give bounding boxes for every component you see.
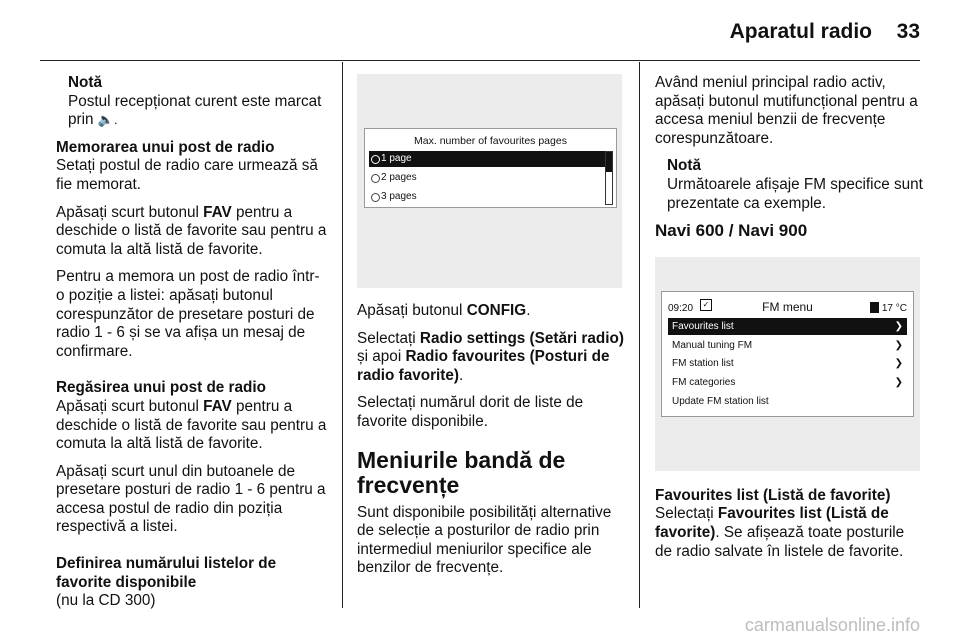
paragraph: Setați postul de radio care urmează să fie memorat. (56, 157, 318, 193)
note-box (667, 157, 923, 213)
fm-menu-screen (661, 291, 914, 417)
display-photo-fm-menu (655, 257, 920, 471)
note-box (68, 74, 328, 130)
note-text: Următoarele afișaje FM specifice sunt prezentate ca exemple. (667, 175, 923, 212)
option-2-pages[interactable]: 2 pages (369, 170, 607, 186)
paragraph: Sunt disponibile posibilități alternative de selecție a posturilor de radio prin intermediul meniurilor specifice ale benzilor de frecvențe. (357, 503, 612, 577)
paragraph: Apăsați butonul CONFIG. (357, 302, 531, 319)
chevron-right-icon: ❯ (894, 357, 903, 369)
chevron-right-icon: ❯ (894, 376, 903, 388)
column-middle (357, 74, 627, 587)
paragraph: Selectați Radio settings (Setări radio) și apoi Radio favourites (Posturi de radio favorite). (357, 329, 624, 384)
screen-title: FM menu (762, 299, 813, 314)
note-title: Notă (68, 74, 102, 91)
check-icon: ✓ (700, 299, 712, 311)
paragraph: Apăsați scurt unul din butoanele de presetare posturi de radio 1 - 6 pentru a accesa postul de radio din poziția respectivă a listei. (56, 462, 326, 536)
column-left (56, 74, 328, 620)
chevron-right-icon: ❯ (894, 339, 903, 351)
paragraph: Apăsați scurt butonul FAV pentru a deschide o listă de favorite sau pentru a comuta la altă listă de favorite. (56, 397, 327, 453)
radio-icon (371, 174, 380, 183)
section-title-fav: Favourites list (Listă de favorite) (655, 486, 891, 504)
favourites-pages-screen (364, 128, 617, 208)
menu-item-manual-tuning[interactable]: Manual tuning FM ❯ (668, 337, 907, 354)
paragraph: Selectați numărul dorit de liste de favorite disponibile. (357, 394, 584, 430)
section-title-store: Memorarea unui post de radio (56, 138, 275, 156)
clock: 09:20 (668, 302, 694, 314)
section-title-define: Definirea numărului listelor de favorite disponibile (56, 555, 277, 591)
scroll-thumb[interactable] (606, 152, 612, 172)
model-heading: Navi 600 / Navi 900 (655, 221, 808, 241)
scrollbar[interactable] (605, 151, 613, 205)
paragraph: Având meniul principal radio activ, apăsați butonul mutifuncțional pentru a accesa meniul benzii de frecvențe corespunzătoare. (655, 74, 918, 147)
temperature: 17 °C (870, 300, 907, 319)
option-3-pages[interactable]: 3 pages (369, 189, 607, 205)
paragraph: Selectați Favourites list (Listă de favorite). Se afișează toate posturile de radio salvate în listele de favorite. (655, 505, 905, 560)
option-1-page[interactable]: 1 page (369, 151, 607, 167)
thermometer-icon (870, 302, 879, 313)
menu-item-fm-categories[interactable]: FM categories ❯ (668, 374, 907, 391)
header-divider (40, 60, 920, 61)
paragraph: Apăsați scurt butonul FAV pentru a deschide o listă de favorite sau pentru a comuta la altă listă de favorite. (56, 203, 327, 258)
watermark: carmanualsonline.info (744, 615, 920, 635)
display-photo-favourites (357, 74, 622, 288)
note-title: Notă (667, 157, 701, 175)
section-heading: Meniurile bandă de frecvențe (357, 446, 566, 498)
column-divider-2 (639, 62, 640, 608)
page-header (0, 0, 960, 62)
screen-status-bar (668, 298, 907, 314)
header-title: Aparatul radio (729, 20, 872, 43)
menu-item-favourites-list[interactable]: Favourites list ❯ (668, 318, 907, 335)
radio-icon (371, 193, 380, 202)
paragraph: Pentru a memora un post de radio într-o poziție a listei: apăsați butonul corespunzător de presetare posturi de radio 1 - 6 și se va afișa un mesaj de confirmare. (56, 268, 320, 360)
radio-icon (371, 155, 380, 164)
menu-item-update-fm-list[interactable]: Update FM station list (672, 395, 769, 407)
speaker-icon: 🔈. (97, 112, 118, 128)
note-text: Postul recepționat curent este marcat prin 🔈. (68, 92, 322, 129)
paragraph: (nu la CD 300) (56, 592, 156, 610)
chevron-right-icon: ❯ (894, 320, 903, 332)
section-title-recall: Regăsirea unui post de radio (56, 379, 266, 397)
column-right (655, 74, 923, 570)
menu-item-fm-station-list[interactable]: FM station list ❯ (668, 355, 907, 372)
page-number: 33 (896, 20, 920, 43)
column-divider-1 (342, 62, 343, 608)
screen-title: Max. number of favourites pages (414, 135, 567, 147)
